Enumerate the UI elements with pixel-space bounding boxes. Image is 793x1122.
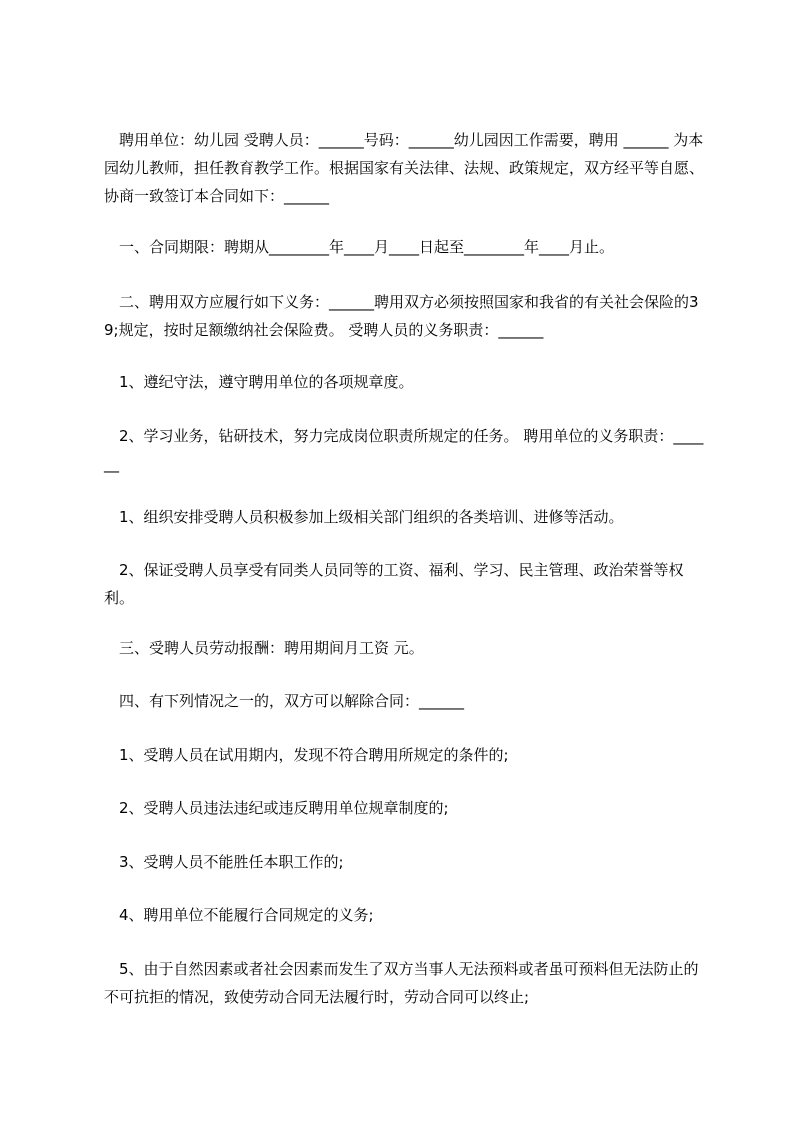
termination-heading: 四、有下列情况之一的，双方可以解除合同：______ <box>104 692 465 710</box>
termination-item-5: 5、由于自然因素或者社会因素而发生了双方当事人无法预料或者虽可预料但无法防止的不可抗拒的情况，致使劳动合同无法履行时，劳动合同可以终止; <box>104 960 699 1006</box>
obligations-paragraph: 二、聘用双方应履行如下义务：______聘用双方必须按照国家和我省的有关社会保险的39;规定，按时足额缴纳社会保险费。 受聘人员的义务职责：______ <box>104 293 699 339</box>
termination-item-1: 1、受聘人员在试用期内，发现不符合聘用所规定的条件的; <box>104 746 509 764</box>
employee-duty-1: 1、遵纪守法，遵守聘用单位的各项规章度。 <box>104 373 414 391</box>
employee-duty-2: 2、学习业务，钻研技术，努力完成岗位职责所规定的任务。 聘用单位的义务职责：______ <box>104 427 704 473</box>
employer-duty-1: 1、组织安排受聘人员积极参加上级相关部门组织的各类培训、进修等活动。 <box>104 508 624 526</box>
contract-term-paragraph: 一、合同期限：聘期从________年____月____日起至________年____月止。 <box>104 238 615 256</box>
salary-paragraph: 三、受聘人员劳动报酬：聘用期间月工资 元。 <box>104 639 424 657</box>
employer-duty-2: 2、保证受聘人员享受有同类人员同等的工资、福利、学习、民主管理、政治荣誉等权利。 <box>104 561 684 607</box>
intro-paragraph: 聘用单位：幼儿园 受聘人员：______号码：______幼儿园因工作需要，聘用 ______ 为本园幼儿教师，担任教育教学工作。根据国家有关法律、法规、政策规定，双方经平等自愿、协商一致签订本合同如下：______ <box>104 131 705 205</box>
termination-item-2: 2、受聘人员违法违纪或违反聘用单位规章制度的; <box>104 799 449 817</box>
termination-item-4: 4、聘用单位不能履行合同规定的义务; <box>104 906 374 924</box>
termination-item-3: 3、受聘人员不能胜任本职工作的; <box>104 853 344 871</box>
